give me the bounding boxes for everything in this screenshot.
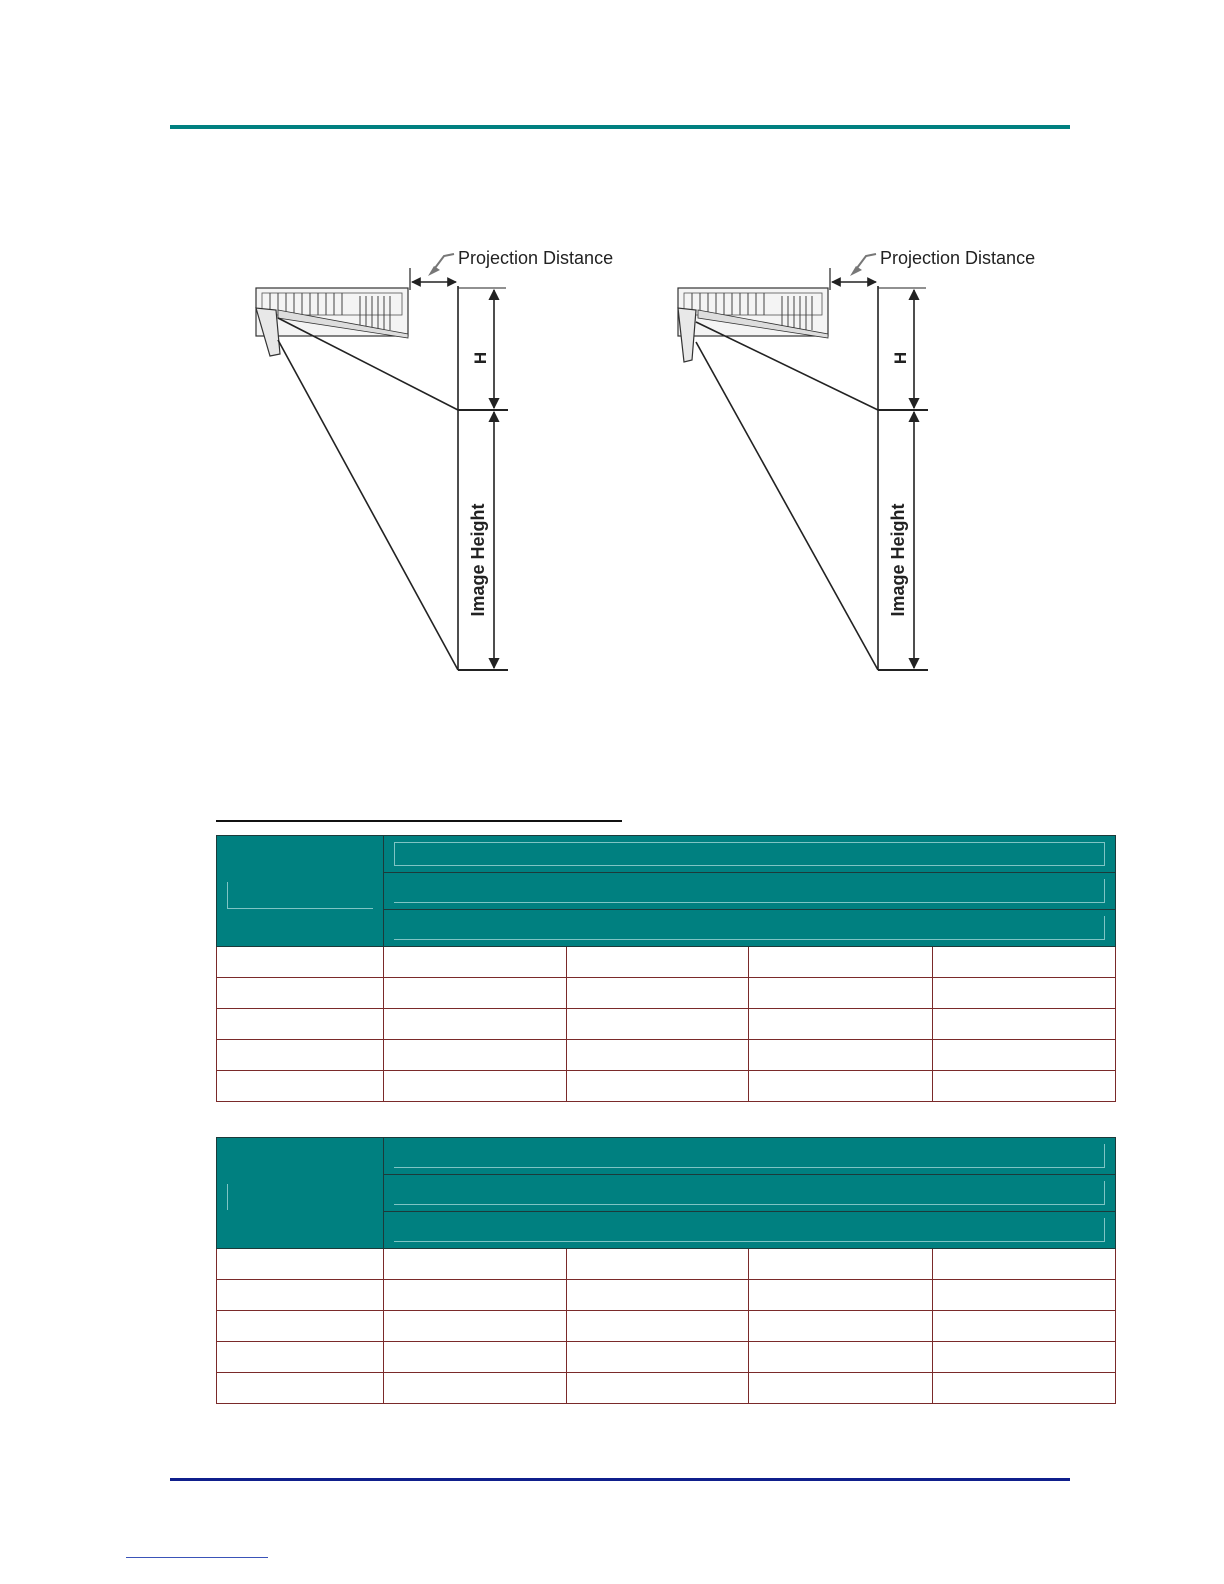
table-cell (933, 1311, 1116, 1342)
table-cell (384, 978, 567, 1009)
table-cell (567, 1311, 749, 1342)
table-cell (217, 1373, 384, 1404)
projection-distance-label: Projection Distance (458, 248, 614, 268)
table-cell (749, 1071, 933, 1102)
table-row (217, 978, 1116, 1009)
footer-rule (170, 1478, 1070, 1481)
table-row (217, 1311, 1116, 1342)
table-cell (567, 978, 749, 1009)
projection-diagram-right (668, 238, 1068, 678)
image-height-label: Image Height (888, 503, 908, 617)
table-row (217, 947, 1116, 978)
table-cell (933, 1040, 1116, 1071)
table-cell (567, 1009, 749, 1040)
table-cell (749, 1342, 933, 1373)
table-cell (384, 1009, 567, 1040)
table-header-cell (384, 910, 1116, 947)
image-height-label: Image Height (468, 503, 488, 617)
table-cell (749, 1373, 933, 1404)
table-cell (217, 1342, 384, 1373)
footer-link-underline[interactable] (126, 1557, 268, 1558)
h-label: H (891, 351, 910, 365)
table-header-cell (384, 873, 1116, 910)
table-cell (749, 947, 933, 978)
beam-bottom-line (278, 340, 458, 670)
table-cell (217, 978, 384, 1009)
projection-distance-label: Projection Distance (880, 248, 1036, 268)
table-cell (217, 1071, 384, 1102)
table-row (217, 1373, 1116, 1404)
table-header-cell (384, 1175, 1116, 1212)
table-corner-cell (217, 1138, 384, 1249)
table-row (217, 1249, 1116, 1280)
section-heading-underline (216, 820, 622, 822)
table-header-row (217, 836, 1116, 873)
table-header-cell (384, 1212, 1116, 1249)
projection-table-2 (216, 1137, 1116, 1404)
table-cell (384, 947, 567, 978)
table-cell (567, 1040, 749, 1071)
table-cell (567, 1373, 749, 1404)
table-corner-cell (217, 836, 384, 947)
table-row (217, 1040, 1116, 1071)
table-row (217, 1071, 1116, 1102)
projection-table-1 (216, 835, 1116, 1102)
table-cell (384, 1071, 567, 1102)
table-cell (384, 1249, 567, 1280)
table-cell (749, 1311, 933, 1342)
table-cell (933, 947, 1116, 978)
table-cell (217, 1040, 384, 1071)
table-cell (384, 1342, 567, 1373)
table-cell (933, 1249, 1116, 1280)
table-cell (567, 1249, 749, 1280)
table-cell (749, 1040, 933, 1071)
beam-bottom-line (696, 342, 878, 670)
table-cell (933, 1280, 1116, 1311)
projection-diagram-svg (248, 238, 648, 678)
table-cell (384, 1280, 567, 1311)
table-cell (567, 1342, 749, 1373)
table-cell (217, 1009, 384, 1040)
table-row (217, 1280, 1116, 1311)
table-cell (384, 1373, 567, 1404)
projection-diagram-svg (668, 238, 1068, 678)
projection-diagram-left (248, 238, 648, 678)
table-header-row (217, 1138, 1116, 1175)
table-cell (749, 1280, 933, 1311)
header-rule (170, 125, 1070, 129)
table-cell (749, 978, 933, 1009)
table-cell (933, 1071, 1116, 1102)
table-cell (933, 1009, 1116, 1040)
table-header-cell (384, 1138, 1116, 1175)
table-row (217, 1009, 1116, 1040)
table-cell (933, 1342, 1116, 1373)
table-cell (933, 978, 1116, 1009)
table-header-cell (384, 836, 1116, 873)
table-cell (217, 1249, 384, 1280)
table-cell (567, 1280, 749, 1311)
table-cell (567, 947, 749, 978)
table-cell (217, 1280, 384, 1311)
table-cell (933, 1373, 1116, 1404)
table-cell (217, 1311, 384, 1342)
table-row (217, 1342, 1116, 1373)
table-cell (384, 1311, 567, 1342)
table-cell (749, 1009, 933, 1040)
table-cell (217, 947, 384, 978)
h-label: H (471, 351, 490, 365)
table-cell (384, 1040, 567, 1071)
table-cell (749, 1249, 933, 1280)
table-cell (567, 1071, 749, 1102)
